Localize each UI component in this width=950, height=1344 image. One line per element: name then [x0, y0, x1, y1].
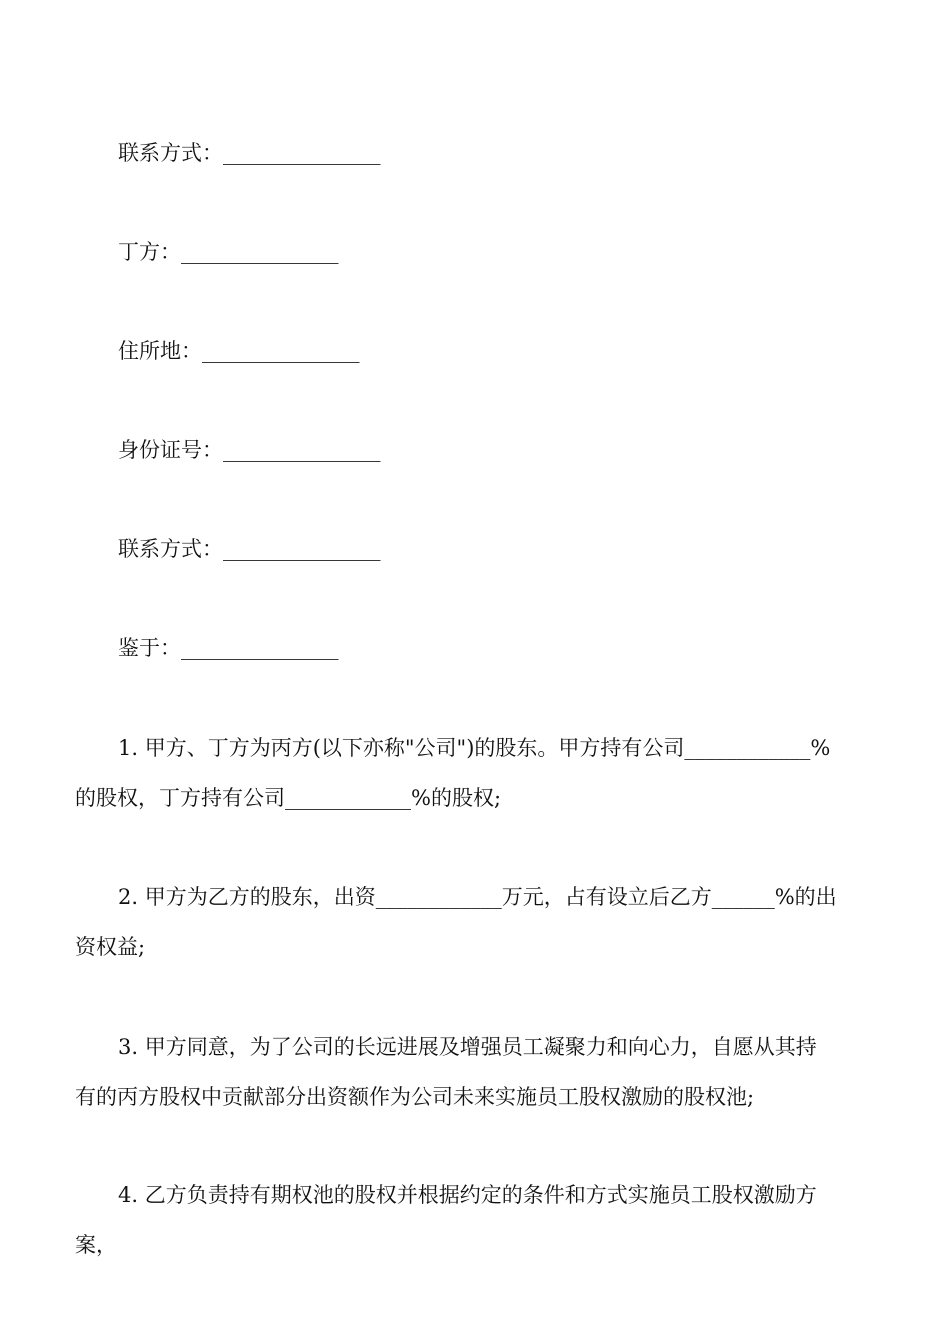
field-blank: _______________	[223, 141, 381, 165]
party-d-field	[118, 237, 339, 267]
clause-3	[75, 1032, 880, 1112]
field-blank: _______________	[223, 438, 381, 462]
field-blank: _______________	[223, 537, 381, 561]
clause-line: 资权益;	[75, 935, 146, 959]
field-label: 联系方式：	[118, 537, 223, 561]
field-label: 身份证号：	[118, 438, 223, 462]
address-field	[118, 336, 360, 366]
field-label: 住所地：	[118, 339, 202, 363]
clause-1	[75, 733, 880, 813]
clause-line: 2. 甲方为乙方的股东，出资____________万元，占有设立后乙方______%的出	[118, 885, 837, 909]
contact-field-1	[118, 138, 381, 168]
whereas-field	[118, 633, 339, 663]
field-label: 鉴于：	[118, 636, 181, 660]
field-label: 联系方式：	[118, 141, 223, 165]
clause-line: 4. 乙方负责持有期权池的股权并根据约定的条件和方式实施员工股权激励方	[118, 1183, 817, 1207]
clause-line: 1. 甲方、丁方为丙方(以下亦称"公司")的股东。甲方持有公司____________%	[118, 736, 831, 760]
field-label: 丁方：	[118, 240, 181, 264]
field-blank: _______________	[181, 240, 339, 264]
contact-field-2	[118, 534, 381, 564]
clause-line: 的股权，丁方持有公司____________%的股权;	[75, 786, 502, 810]
field-blank: _______________	[181, 636, 339, 660]
clause-4	[75, 1180, 880, 1260]
clause-2	[75, 882, 880, 962]
clause-line: 有的丙方股权中贡献部分出资额作为公司未来实施员工股权激励的股权池;	[75, 1085, 755, 1109]
clause-line: 3. 甲方同意，为了公司的长远进展及增强员工凝聚力和向心力，自愿从其持	[118, 1035, 817, 1059]
clause-line: 案，	[75, 1233, 117, 1257]
id-number-field	[118, 435, 381, 465]
field-blank: _______________	[202, 339, 360, 363]
